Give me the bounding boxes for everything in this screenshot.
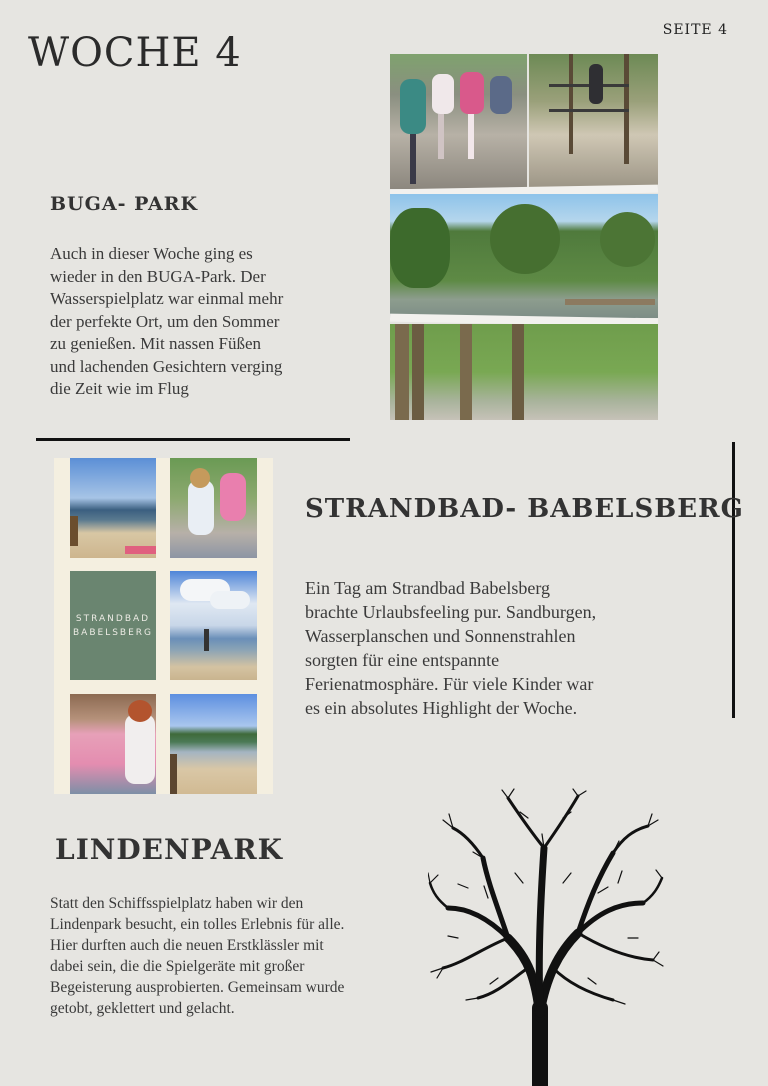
strandbad-title-card (70, 571, 156, 680)
photo-beach-shore (170, 694, 257, 794)
page-number: SEITE 4 (662, 22, 728, 38)
photo-climbing-frame (529, 54, 658, 189)
section-divider (36, 438, 350, 441)
tree-silhouette-icon (428, 788, 664, 1086)
card-line-2: BABELSBERG (72, 627, 153, 638)
strandbad-photo-collage (54, 458, 273, 794)
photo-child-pink-shirt (70, 694, 156, 794)
vertical-rule (732, 442, 735, 718)
lindenpark-heading: LINDENPARK (55, 833, 283, 866)
page-title: WOCHE 4 (28, 30, 242, 76)
photo-children-sitting (390, 54, 527, 189)
strandbad-heading: STRANDBAD- BABELSBERG (305, 494, 744, 524)
lindenpark-text: Statt den Schiffsspielplatz haben wir den Lindenpark besucht, ein tolles Erlebnis für alle. Hier durften auch die neuen Erstklässler mit dabei sein, die die Spielgeräte mit großer Begeisterung ausprobierten. Gemeinsam wurde getobt, geklettert und gelacht. (50, 895, 345, 1017)
photo-beach-lake (70, 458, 156, 558)
photo-girls-on-blanket (170, 458, 257, 558)
buga-park-photo-collage (390, 54, 658, 420)
photo-clouds-lake (170, 571, 257, 680)
strandbad-text: Ein Tag am Strandbad Babelsberg brachte Urlaubsfeeling pur. Sandburgen, Wasserplanschen und Sonnenstrahlen sorgten für eine entspannte Ferienatmosphäre. Für viele Kinder war es ein absolutes Highlight der Woche. (305, 578, 597, 718)
photo-lake-trees (390, 194, 658, 318)
buga-park-text: Auch in dieser Woche ging es wieder in den BUGA-Park. Der Wasserspielplatz war einmal mehr der perfekte Ort, um den Sommer zu genießen. Mit nassen Füßen und lachenden Gesichtern verging die Zeit wie im Flug (50, 244, 284, 398)
buga-park-heading: BUGA- PARK (50, 193, 199, 215)
card-line-1: STRANDBAD (75, 613, 151, 624)
photo-park-posts (390, 324, 658, 420)
